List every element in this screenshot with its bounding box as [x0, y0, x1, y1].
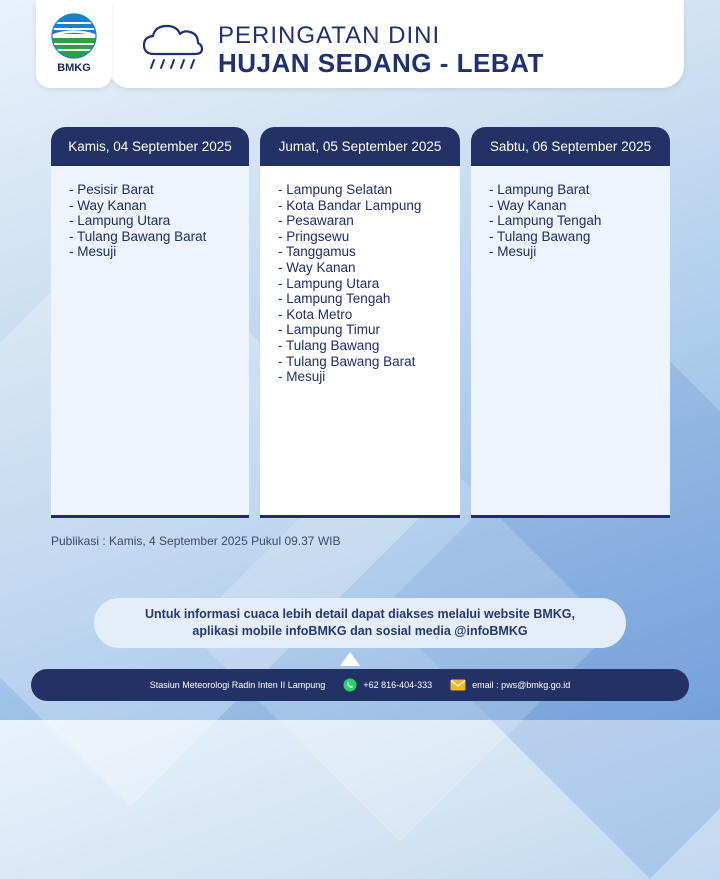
- area-item: - Lampung Selatan: [278, 182, 460, 198]
- area-item: - Mesuji: [278, 369, 460, 385]
- info-line-1: Untuk informasi cuaca lebih detail dapat diakses melalui website BMKG,: [145, 607, 575, 621]
- area-item: - Mesuji: [489, 244, 670, 260]
- area-item: - Lampung Utara: [69, 213, 249, 229]
- area-item: - Pesawaran: [278, 213, 460, 229]
- decorative-triangle: [340, 652, 360, 666]
- area-item: - Pringsewu: [278, 229, 460, 245]
- area-item: - Way Kanan: [69, 198, 249, 214]
- area-item: - Kota Bandar Lampung: [278, 198, 460, 214]
- rain-cloud-icon: [142, 22, 204, 77]
- card-date-header: Sabtu, 06 September 2025: [471, 127, 670, 166]
- area-item: - Lampung Tengah: [278, 291, 460, 307]
- area-item: - Tanggamus: [278, 244, 460, 260]
- area-list: [471, 166, 670, 260]
- footer-bar: [31, 669, 689, 701]
- email-address[interactable]: email : pws@bmkg.go.id: [472, 680, 571, 690]
- station-name: Stasiun Meteorologi Radin Inten II Lampung: [149, 680, 326, 690]
- area-item: - Pesisir Barat: [69, 182, 249, 198]
- area-item: - Tulang Bawang: [489, 229, 670, 245]
- area-item: - Way Kanan: [278, 260, 460, 276]
- card-date-header: Jumat, 05 September 2025: [260, 127, 460, 166]
- area-list: [260, 166, 460, 385]
- forecast-card-day-1: [51, 127, 249, 518]
- area-list: [51, 166, 249, 260]
- area-item: - Kota Metro: [278, 307, 460, 323]
- bmkg-logo: [36, 0, 112, 88]
- title-line-2: HUJAN SEDANG - LEBAT: [218, 48, 544, 78]
- area-item: - Lampung Barat: [489, 182, 670, 198]
- area-item: - Way Kanan: [489, 198, 670, 214]
- phone-number[interactable]: +62 816-404-333: [363, 680, 433, 690]
- logo-text: BMKG: [57, 62, 91, 74]
- info-banner: [94, 598, 626, 648]
- area-item: - Lampung Timur: [278, 322, 460, 338]
- bmkg-logo-icon: [50, 12, 98, 60]
- area-item: - Mesuji: [69, 244, 249, 260]
- card-date-header: Kamis, 04 September 2025: [51, 127, 249, 166]
- area-item: - Lampung Utara: [278, 276, 460, 292]
- area-item: - Tulang Bawang Barat: [278, 354, 460, 370]
- area-item: - Tulang Bawang: [278, 338, 460, 354]
- title-line-1: PERINGATAN DINI: [218, 22, 441, 49]
- forecast-card-day-2: [260, 127, 460, 518]
- whatsapp-icon: [343, 678, 357, 692]
- area-item: - Tulang Bawang Barat: [69, 229, 249, 245]
- email-icon: [450, 679, 466, 691]
- header-banner: [108, 0, 684, 88]
- forecast-card-day-3: [471, 127, 670, 518]
- publication-time: Publikasi : Kamis, 4 September 2025 Pukul 09.37 WIB: [51, 534, 341, 548]
- info-line-2: aplikasi mobile infoBMKG dan sosial media @infoBMKG: [192, 624, 528, 638]
- area-item: - Lampung Tengah: [489, 213, 670, 229]
